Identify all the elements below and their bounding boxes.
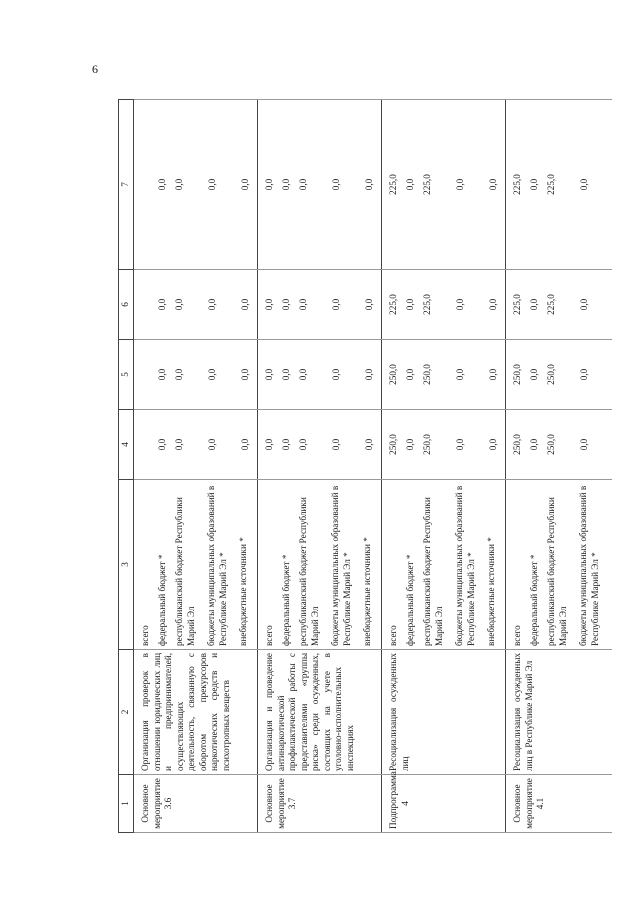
funding-source-label: бюджеты муниципальных образований в Республике Марий Эл * (454, 485, 476, 646)
value: 0,0 (455, 298, 465, 311)
funding-source-label: внебюджетные источники * (238, 537, 248, 646)
table-row (258, 100, 382, 833)
funding-source-label: федеральный бюджет * (529, 554, 539, 646)
value-cell-c5 (382, 340, 506, 410)
value: 0,0 (455, 178, 465, 191)
value (140, 413, 152, 476)
row-type-cell: Подпрограмма 4 (382, 775, 506, 833)
value: 0,0 (264, 298, 274, 311)
value: 0,0 (298, 438, 308, 451)
value: 0,0 (488, 438, 498, 451)
value: 225,0 (546, 294, 556, 315)
funding-source-label: федеральный бюджет * (405, 554, 415, 646)
header-cell: 4 (119, 410, 134, 480)
value: 0,0 (174, 178, 184, 191)
value: 0,0 (157, 298, 167, 311)
value: 0,0 (579, 368, 589, 381)
header-cell: 1 (119, 775, 134, 833)
value: 0,0 (529, 368, 539, 381)
value: 225,0 (388, 174, 398, 195)
funding-source-label: бюджеты муниципальных образований в Республике Марий Эл * (330, 485, 352, 646)
value: 0,0 (579, 438, 589, 451)
value-cell-c6 (134, 270, 258, 340)
value: 0,0 (298, 298, 308, 311)
value: 0,0 (174, 368, 184, 381)
value: 250,0 (422, 364, 432, 385)
financing-table (118, 99, 612, 833)
value: 0,0 (240, 178, 250, 191)
value: 250,0 (388, 364, 398, 385)
value: 0,0 (207, 178, 217, 191)
value-cell-c7 (382, 100, 506, 270)
funding-source-label: бюджеты муниципальных образований в Республике Марий Эл * (578, 485, 600, 646)
funding-source-label: всего (264, 625, 274, 646)
value-cell-c6 (506, 270, 613, 340)
row-type-cell: Основное мероприятие 4.1 (506, 775, 613, 833)
row-name-cell: Ресоциализация осужденных лиц в Республике Марий Эл (506, 650, 613, 775)
value: 0,0 (488, 178, 498, 191)
value: 250,0 (422, 434, 432, 455)
value: 0,0 (364, 368, 374, 381)
value: 0,0 (207, 438, 217, 451)
value: 0,0 (405, 368, 415, 381)
financing-table-wrapper (118, 100, 634, 833)
funding-source-cell (134, 480, 258, 650)
value: 250,0 (546, 434, 556, 455)
value: 0,0 (488, 368, 498, 381)
funding-source-label: внебюджетные источники * (486, 537, 496, 646)
value: 250,0 (512, 434, 522, 455)
funding-source-label: всего (512, 625, 522, 646)
funding-source-cell (382, 480, 506, 650)
value: 225,0 (512, 174, 522, 195)
value (140, 103, 152, 266)
value: 0,0 (207, 368, 217, 381)
value-cell-c5 (134, 340, 258, 410)
value: 0,0 (579, 298, 589, 311)
value: 0,0 (264, 178, 274, 191)
value: 225,0 (388, 294, 398, 315)
value: 0,0 (157, 178, 167, 191)
value: 0,0 (405, 298, 415, 311)
header-cell: 5 (119, 340, 134, 410)
value-cell-c4 (506, 410, 613, 480)
header-row (119, 100, 134, 833)
value: 0,0 (240, 438, 250, 451)
value: 0,0 (298, 368, 308, 381)
value: 0,0 (405, 438, 415, 451)
value: 0,0 (331, 298, 341, 311)
value: 0,0 (281, 178, 291, 191)
header-cell: 2 (119, 650, 134, 775)
value: 0,0 (455, 368, 465, 381)
value: 225,0 (512, 294, 522, 315)
row-name-cell: Организация и проведение антинаркотической профилактической работы с представителями «группы риска» среди осужденных, состоящих на учете в уголовно-исполнительных инспекциях (258, 650, 382, 775)
value-cell-c4 (258, 410, 382, 480)
value: 0,0 (174, 438, 184, 451)
value: 0,0 (264, 438, 274, 451)
row-type-cell: Основное мероприятие 3.7 (258, 775, 382, 833)
value: 0,0 (364, 298, 374, 311)
funding-source-label: республиканский бюджет Республики Марий Эл (546, 497, 568, 646)
value: 0,0 (529, 178, 539, 191)
row-name-cell: Ресоциализация осужденных лиц (382, 650, 506, 775)
header-cell: 3 (119, 480, 134, 650)
funding-source-label: республиканский бюджет Республики Марий Эл (422, 497, 444, 646)
value: 0,0 (579, 178, 589, 191)
value: 0,0 (207, 298, 217, 311)
value: 250,0 (546, 364, 556, 385)
header-cell: 6 (119, 270, 134, 340)
value: 225,0 (422, 294, 432, 315)
table-row (506, 100, 613, 833)
funding-source-label: бюджеты муниципальных образований в Республике Марий Эл * (206, 485, 228, 646)
value-cell-c4 (134, 410, 258, 480)
value: 0,0 (364, 178, 374, 191)
page-number: 6 (92, 62, 98, 76)
value-cell-c7 (258, 100, 382, 270)
value: 0,0 (157, 438, 167, 451)
value: 0,0 (264, 368, 274, 381)
table-row (134, 100, 258, 833)
funding-source-label: республиканский бюджет Республики Марий Эл (298, 497, 320, 646)
value: 225,0 (546, 174, 556, 195)
value: 250,0 (388, 434, 398, 455)
funding-source-label: внебюджетные источники * (362, 537, 372, 646)
value-cell-c6 (382, 270, 506, 340)
value: 0,0 (281, 368, 291, 381)
header-cell: 7 (119, 100, 134, 270)
funding-source-label: федеральный бюджет * (281, 554, 291, 646)
value: 0,0 (240, 368, 250, 381)
funding-source-label: всего (388, 625, 398, 646)
value: 0,0 (331, 178, 341, 191)
value (140, 343, 152, 406)
value: 0,0 (455, 438, 465, 451)
value-cell-c5 (258, 340, 382, 410)
table-row (382, 100, 506, 833)
value (140, 273, 152, 336)
funding-source-label: федеральный бюджет * (157, 554, 167, 646)
value-cell-c5 (506, 340, 613, 410)
value: 0,0 (364, 438, 374, 451)
value: 0,0 (405, 178, 415, 191)
value: 0,0 (174, 298, 184, 311)
funding-source-cell (258, 480, 382, 650)
value: 250,0 (512, 364, 522, 385)
value: 0,0 (157, 368, 167, 381)
value: 0,0 (331, 438, 341, 451)
funding-source-cell (506, 480, 613, 650)
value-cell-c7 (506, 100, 613, 270)
value-cell-c7 (134, 100, 258, 270)
value: 0,0 (488, 298, 498, 311)
funding-source-label: республиканский бюджет Республики Марий Эл (174, 497, 196, 646)
value: 0,0 (529, 438, 539, 451)
value: 0,0 (240, 298, 250, 311)
value: 0,0 (281, 438, 291, 451)
value: 0,0 (331, 368, 341, 381)
value: 0,0 (298, 178, 308, 191)
value-cell-c6 (258, 270, 382, 340)
value: 225,0 (422, 174, 432, 195)
row-name-cell: Организация проверок в отношении юридических лиц и предпринимателей, осуществляющих деятельность, связанную с оборотом прекурсоров наркотических средств и психотропных веществ (134, 650, 258, 775)
value: 0,0 (529, 298, 539, 311)
table-body (134, 100, 613, 833)
value-cell-c4 (382, 410, 506, 480)
row-type-cell: Основное мероприятие 3.6 (134, 775, 258, 833)
value: 0,0 (281, 298, 291, 311)
funding-source-label: всего (140, 625, 150, 646)
